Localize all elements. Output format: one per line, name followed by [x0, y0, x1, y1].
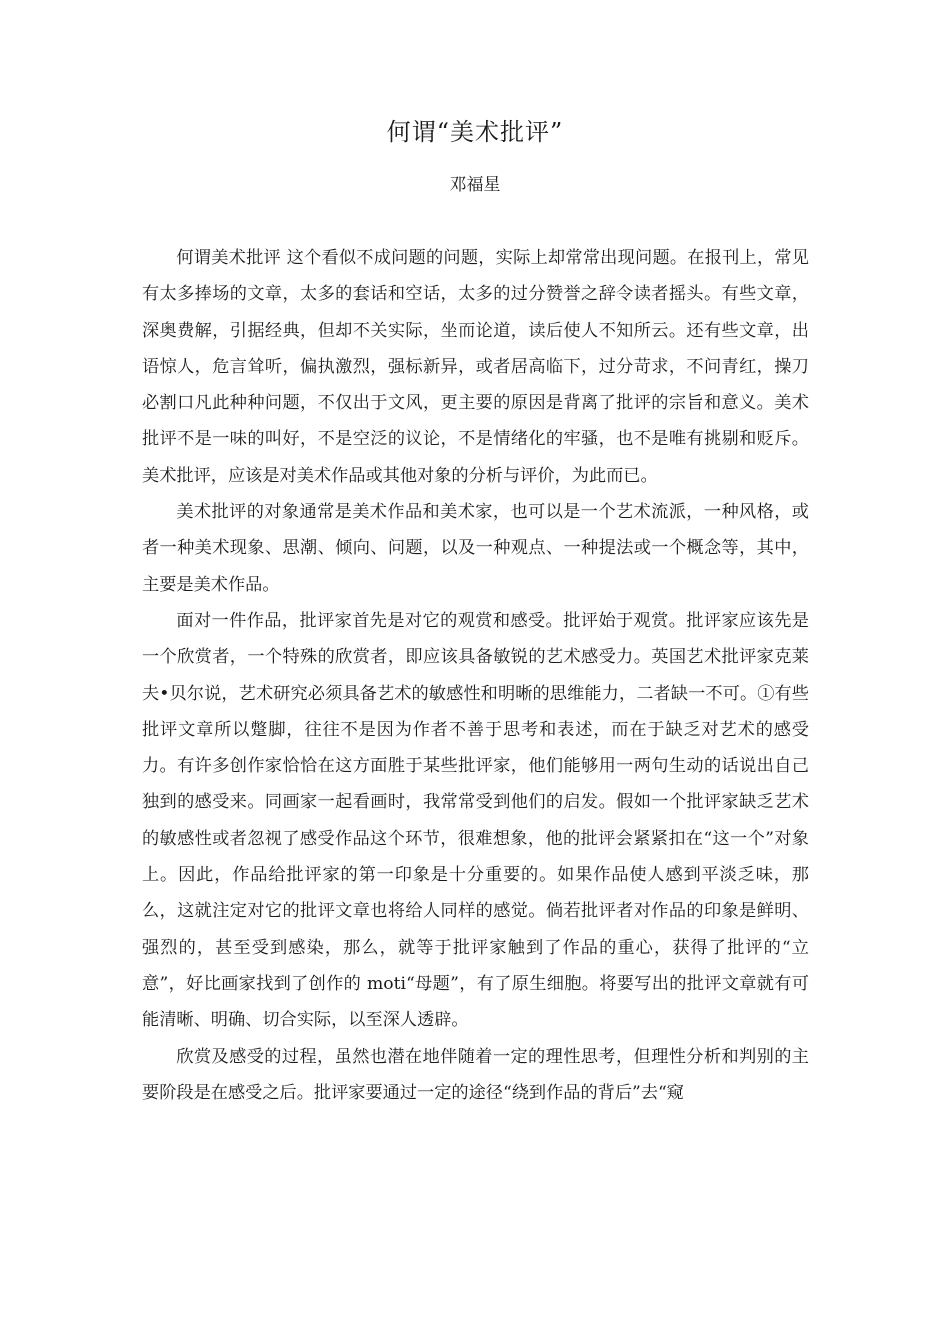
paragraph: 美术批评的对象通常是美术作品和美术家，也可以是一个艺术流派，一种风格，或者一种美术现象、思潮、倾向、问题，以及一种观点、一种提法或一个概念等，其中，主要是美术作品。: [142, 502, 809, 595]
paragraph: 欣赏及感受的过程，虽然也潜在地伴随着一定的理性思考，但理性分析和判别的主要阶段是在感受之后。批评家要通过一定的途径“绕到作品的背后”去“窥: [142, 1046, 809, 1103]
document-body: [142, 240, 809, 1111]
document-author: 邓福星: [449, 175, 501, 195]
document-title: 何谓“美术批评”: [386, 118, 564, 146]
paragraph: 面对一件作品，批评家首先是对它的观赏和感受。批评始于观赏。批评家应该先是一个欣赏者，一个特殊的欣赏者，即应该具备敏锐的艺术感受力。英国艺术批评家克莱夫•贝尔说，艺术研究必须具备艺术的敏感性和明晰的思维能力，二者缺一不可。①有些批评文章所以蹩脚，往往不是因为作者不善于思考和表述，而在于缺乏对艺术的感受力。有许多创作家恰恰在这方面胜于某些批评家，他们能够用一两句生动的话说出自己独到的感受来。同画家一起看画时，我常常受到他们的启发。假如一个批评家缺乏艺术的敏感性或者忽视了感受作品这个环节，很难想象，他的批评会紧紧扣在“这一个”对象上。因此，作品给批评家的第一印象是十分重要的。如果作品使人感到平淡乏味，那么，这就注定对它的批评文章也将给人同样的感觉。倘若批评者对作品的印象是鲜明、强烈的，甚至受到感染，那么，就等于批评家触到了作品的重心，获得了批评的“立意”，好比画家找到了创作的 moti“母题”，有了原生细胞。将要写出的批评文章就有可能清晰、明确、切合实际，以至深人透辟。: [142, 610, 809, 1031]
paragraph: 何谓美术批评 这个看似不成问题的问题，实际上却常常出现问题。在报刊上，常见有太多捧场的文章，太多的套话和空话，太多的过分赞誉之辞令读者摇头。有些文章，深奥费解，引据经典，但却不关实际，坐而论道，读后使人不知所云。还有些文章，出语惊人，危言耸听，偏执激烈，强标新异，或者居高临下，过分苛求，不问青红，操刀必割口凡此种种问题，不仅出于文风，更主要的原因是背离了批评的宗旨和意义。美术批评不是一味的叫好，不是空泛的议论，不是情绪化的牢骚，也不是唯有挑剔和贬斥。美术批评，应该是对美术作品或其他对象的分析与评价，为此而已。: [142, 248, 809, 486]
